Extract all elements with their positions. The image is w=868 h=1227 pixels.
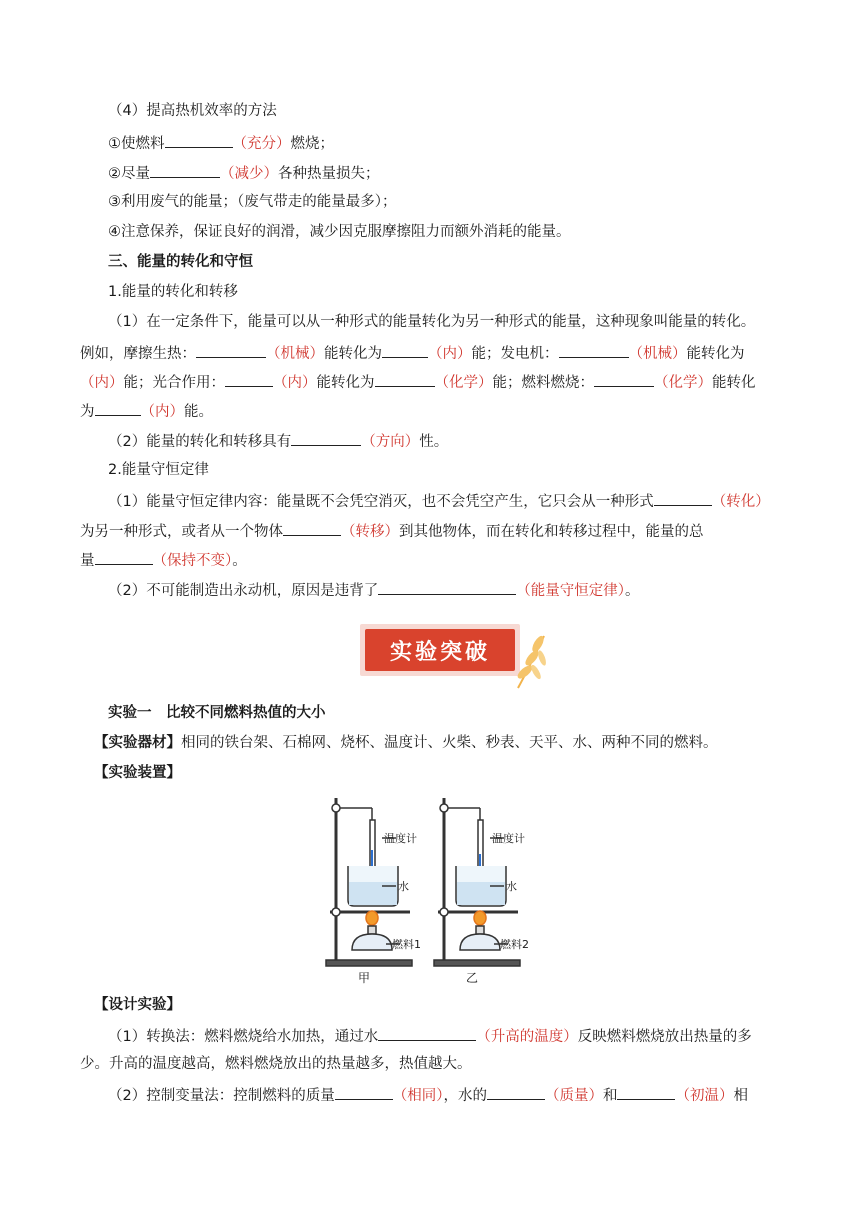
fill-blank: [559, 341, 629, 358]
answer: （初温）: [675, 1088, 734, 1104]
text: 能转化为: [324, 346, 382, 362]
text: 能转化为: [686, 346, 745, 362]
fill-blank: [375, 370, 435, 387]
fill-blank: [382, 341, 428, 358]
fill-blank: [283, 519, 341, 536]
text: 量: [80, 553, 95, 569]
fill-blank: [378, 1024, 476, 1041]
answer: （升高的温度）: [476, 1029, 578, 1045]
fill-blank: [378, 578, 516, 595]
answer: （转化）: [711, 494, 770, 510]
paragraph-line: [80, 519, 704, 543]
fill-blank: [225, 370, 273, 387]
answer: （保持不变）: [152, 553, 233, 569]
text: （2）控制变量法：控制燃料的质量: [108, 1088, 335, 1104]
fill-blank: [150, 161, 220, 178]
paragraph-line: 少。升高的温度越高，燃料燃烧放出的热量越多，热值越大。: [80, 1056, 472, 1072]
answer: （转移）: [341, 524, 399, 540]
text: ①使燃料: [108, 136, 165, 152]
answer: （能量守恒定律）: [516, 583, 625, 599]
subsection-heading: 2.能量守恒定律: [108, 462, 209, 478]
answer: （质量）: [544, 1088, 603, 1104]
text: 反映燃料燃烧放出热量的多: [577, 1029, 752, 1045]
answer: （相同）: [392, 1088, 444, 1104]
paragraph-line: （1）在一定条件下，能量可以从一种形式的能量转化为另一种形式的能量，这种现象叫能量的转化。: [108, 314, 756, 330]
text: 例如，摩擦生热：: [80, 346, 196, 362]
fill-blank: [594, 370, 654, 387]
label-thermometer-right: 温度计: [492, 832, 525, 845]
label: 【实验器材】: [94, 735, 181, 751]
text: 能；光合作用：: [123, 375, 225, 391]
label-thermometer-left: 温度计: [384, 832, 417, 845]
text: 能转化为: [316, 375, 375, 391]
text: 性。: [419, 434, 449, 450]
text: 能；燃料燃烧：: [492, 375, 594, 391]
text: ，水的: [443, 1088, 487, 1104]
fill-blank: [95, 548, 153, 565]
text: 能转化: [712, 375, 756, 391]
answer: （减少）: [220, 166, 278, 182]
fill-blank: [165, 131, 233, 148]
section-heading: 三、能量的转化和守恒: [108, 254, 253, 270]
paragraph-line: [80, 548, 247, 572]
caption-right: 乙: [466, 971, 479, 985]
text: 和: [602, 1088, 618, 1104]
text-line: [108, 131, 334, 155]
answer: （机械）: [266, 346, 324, 362]
text: 相同的铁台架、石棉网、烧杯、温度计、火柴、秒表、天平、水、两种不同的燃料。: [181, 735, 718, 751]
banner-title: 实验突破: [365, 629, 515, 671]
paragraph-line: [108, 429, 448, 453]
text: 能。: [184, 404, 213, 420]
design-label: 【设计实验】: [94, 997, 181, 1013]
paragraph-line: [80, 399, 213, 423]
paragraph-line: [108, 1024, 752, 1048]
text: ②尽量: [108, 166, 150, 182]
paragraph-line: [108, 578, 639, 602]
paragraph-line: [80, 341, 745, 365]
apparatus-figure: [320, 790, 560, 990]
text-line: ④注意保养，保证良好的润滑，减少因克服摩擦阻力而额外消耗的能量。: [108, 224, 571, 240]
answer: （方向）: [361, 434, 420, 450]
paragraph-line: [80, 370, 756, 394]
text: 燃烧；: [290, 136, 334, 152]
text: （1）能量守恒定律内容：能量既不会凭空消灭，也不会凭空产生，它只会从一种形式: [108, 494, 654, 510]
fill-blank: [291, 429, 361, 446]
text-line: ③利用废气的能量；（废气带走的能量最多）；: [108, 194, 397, 210]
text-line: [108, 161, 380, 185]
answer: （内）: [428, 346, 472, 362]
caption-left: 甲: [358, 971, 371, 985]
fill-blank: [335, 1083, 393, 1100]
fill-blank: [617, 1083, 675, 1100]
fill-blank: [654, 489, 712, 506]
apparatus-label: 【实验装置】: [94, 765, 181, 781]
text: 各种热量损失；: [278, 166, 380, 182]
section-banner: [360, 620, 520, 680]
answer: （内）: [273, 375, 317, 391]
text: 。: [624, 583, 640, 599]
subsection-heading: （4）提高热机效率的方法: [108, 103, 277, 119]
answer: （化学）: [654, 375, 712, 391]
text: （1）转换法：燃料燃烧给水加热，通过水: [108, 1029, 379, 1045]
answer: （内）: [80, 375, 124, 391]
text: （2）能量的转化和转移具有: [108, 434, 292, 450]
fill-blank: [487, 1083, 545, 1100]
fill-blank: [196, 341, 266, 358]
text: 为另一种形式，或者从一个物体: [80, 524, 283, 540]
fill-blank: [95, 399, 141, 416]
paragraph-line: [108, 489, 770, 513]
paragraph-line: [108, 1083, 748, 1107]
subsection-heading: 1.能量的转化和转移: [108, 284, 238, 300]
answer: （内）: [140, 404, 184, 420]
wheat-leaf-icon: [510, 630, 550, 690]
text: 能；发电机：: [471, 346, 559, 362]
answer: （机械）: [628, 346, 687, 362]
apparatus-diagram: [320, 790, 560, 990]
text: 到其他物体，而在转化和转移过程中，能量的总: [399, 524, 704, 540]
label-water-right: 水: [506, 880, 517, 893]
label-fuel-right: 燃料2: [500, 938, 529, 951]
text: （2）不可能制造出永动机，原因是违背了: [108, 583, 379, 599]
materials-line: [94, 732, 718, 754]
answer: （充分）: [232, 136, 291, 152]
text: 为: [80, 404, 95, 420]
label-water-left: 水: [398, 880, 409, 893]
text: 。: [232, 553, 247, 569]
text: 相: [733, 1088, 748, 1104]
answer: （化学）: [434, 375, 493, 391]
label-fuel-left: 燃料1: [392, 938, 421, 951]
experiment-title: 实验一 比较不同燃料热值的大小: [108, 705, 326, 721]
